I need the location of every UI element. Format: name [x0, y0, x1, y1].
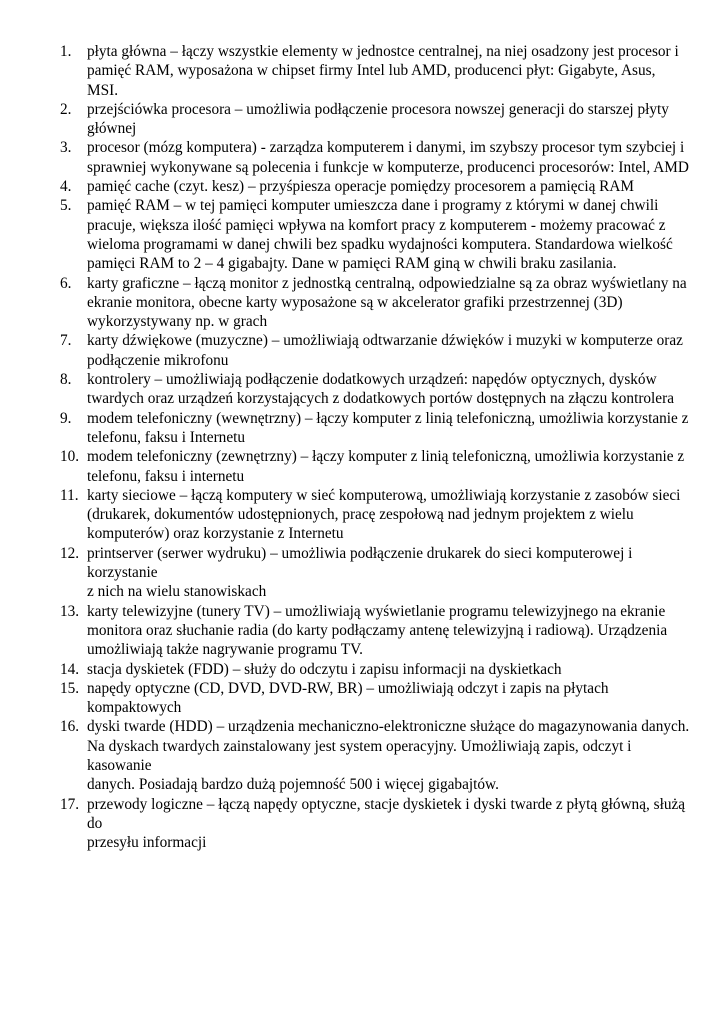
item-number: 11.	[60, 486, 79, 504]
item-text: kontrolery – umożliwiają podłączenie dodatkowych urządzeń: napędów optycznych, dysków twardych oraz urządzeń korzystających z dodatkowych portów dostępnych na złączu kontrolera	[87, 371, 674, 408]
list-item	[60, 177, 690, 196]
item-number: 13.	[60, 602, 80, 620]
item-text: pamięć cache (czyt. kesz) – przyśpiesza operacje pomiędzy procesorem a pamięcią RAM	[87, 178, 635, 196]
item-number: 10.	[60, 448, 80, 466]
item-number: 6.	[60, 274, 72, 292]
item-text: płyta główna – łączy wszystkie elementy w jednostce centralnej, na niej osadzony jest procesor i pamięć RAM, wyposażona w chipset firmy Intel lub AMD, producenci płyt: Gigabyte, Asus, MSI.	[87, 43, 679, 99]
item-text: karty sieciowe – łączą komputery w sieć komputerową, umożliwiają korzystanie z zasobów sieci (drukarek, dokumentów udostępnionych, pracę zespołową nad jednym projektem z wielu komputerów) oraz korzystanie z Internetu	[87, 486, 681, 543]
list-item	[60, 544, 690, 602]
item-text: modem telefoniczny (wewnętrzny) – łączy komputer z linią telefoniczną, umożliwia korzystanie z telefonu, faksu i Internetu	[87, 409, 689, 446]
item-text: karty graficzne – łączą monitor z jednostką centralną, odpowiedzialne są za obraz wyświetlany na ekranie monitora, obecne karty wyposażone są w akcelerator grafiki przestrzennej (3D) wykorzystywany np. w grach	[87, 274, 687, 331]
list-item	[60, 409, 690, 448]
list-item	[60, 274, 690, 332]
list-item	[60, 717, 690, 794]
item-number: 15.	[60, 679, 80, 697]
list-item	[60, 196, 690, 273]
item-text: procesor (mózg komputera) - zarządza komputerem i danymi, im szybszy procesor tym szybciej i sprawniej wykonywane są polecenia i funkcje w komputerze, producenci procesorów: Intel, AMD	[87, 139, 689, 176]
item-number: 7.	[60, 332, 72, 350]
item-number: 8.	[60, 371, 72, 389]
item-text: napędy optyczne (CD, DVD, DVD-RW, BR) – umożliwiają odczyt i zapis na płytach kompaktowych	[87, 679, 609, 717]
item-number: 9.	[60, 409, 72, 427]
item-text: karty dźwiękowe (muzyczne) – umożliwiają odtwarzanie dźwięków i muzyki w komputerze oraz podłączenie mikrofonu	[87, 332, 683, 369]
item-number: 5.	[60, 197, 72, 215]
item-number: 17.	[60, 795, 80, 813]
list-item	[60, 602, 690, 660]
item-text: printserver (serwer wydruku) – umożliwia podłączenie drukarek do sieci komputerowej i korzystanie z nich na wielu stanowiskach	[87, 544, 633, 601]
item-number: 2.	[60, 100, 72, 118]
item-number: 4.	[60, 178, 72, 196]
item-number: 16.	[60, 718, 80, 736]
item-text: modem telefoniczny (zewnętrzny) – łączy komputer z linią telefoniczną, umożliwia korzystanie z telefonu, faksu i internetu	[87, 448, 685, 485]
item-text: stacja dyskietek (FDD) – służy do odczytu i zapisu informacji na dyskietkach	[87, 660, 562, 678]
item-text: dyski twarde (HDD) – urządzenia mechaniczno-elektroniczne służące do magazynowania danych. Na dyskach twardych zainstalowany jest system operacyjny. Umożliwiają zapis, odczyt i kasowanie danych. Posiadają bardzo dużą pojemność 500 i więcej gigabajtów.	[87, 718, 690, 794]
list-item	[60, 331, 690, 370]
list-item	[60, 370, 690, 409]
item-number: 1.	[60, 43, 72, 60]
list-item	[60, 486, 690, 544]
list-item	[60, 100, 690, 139]
list-item	[60, 679, 690, 718]
list-item	[60, 42, 690, 100]
list-item	[60, 660, 690, 679]
item-text: karty telewizyjne (tunery TV) – umożliwiają wyświetlanie programu telewizyjnego na ekranie monitora oraz słuchanie radia (do karty podłączamy antenę telewizyjną i radiową). Urządzenia umożliwiają także nagrywanie programu TV.	[87, 602, 668, 659]
list-item	[60, 138, 690, 177]
item-number: 3.	[60, 139, 72, 157]
list-item	[60, 447, 690, 486]
item-text: pamięć RAM – w tej pamięci komputer umieszcza dane i programy z którymi w danej chwili pracuje, większa ilość pamięci wpływa na komfort pracy z komputerem - możemy pracować z wieloma programami w danej chwili bez spadku wydajności komputera. Standardowa wielkość pamięci RAM to 2 – 4 gigabajty. Dane w pamięci RAM giną w chwili braku zasilania.	[87, 197, 673, 273]
item-number: 12.	[60, 544, 80, 562]
list-item	[60, 795, 690, 853]
item-text: przewody logiczne – łączą napędy optyczne, stacje dyskietek i dyski twarde z płytą główną, służą do przesyłu informacji	[87, 795, 686, 852]
item-text: przejściówka procesora – umożliwia podłączenie procesora nowszej generacji do starszej płyty głównej	[87, 100, 669, 138]
item-number: 14.	[60, 660, 80, 678]
component-list	[60, 42, 690, 852]
